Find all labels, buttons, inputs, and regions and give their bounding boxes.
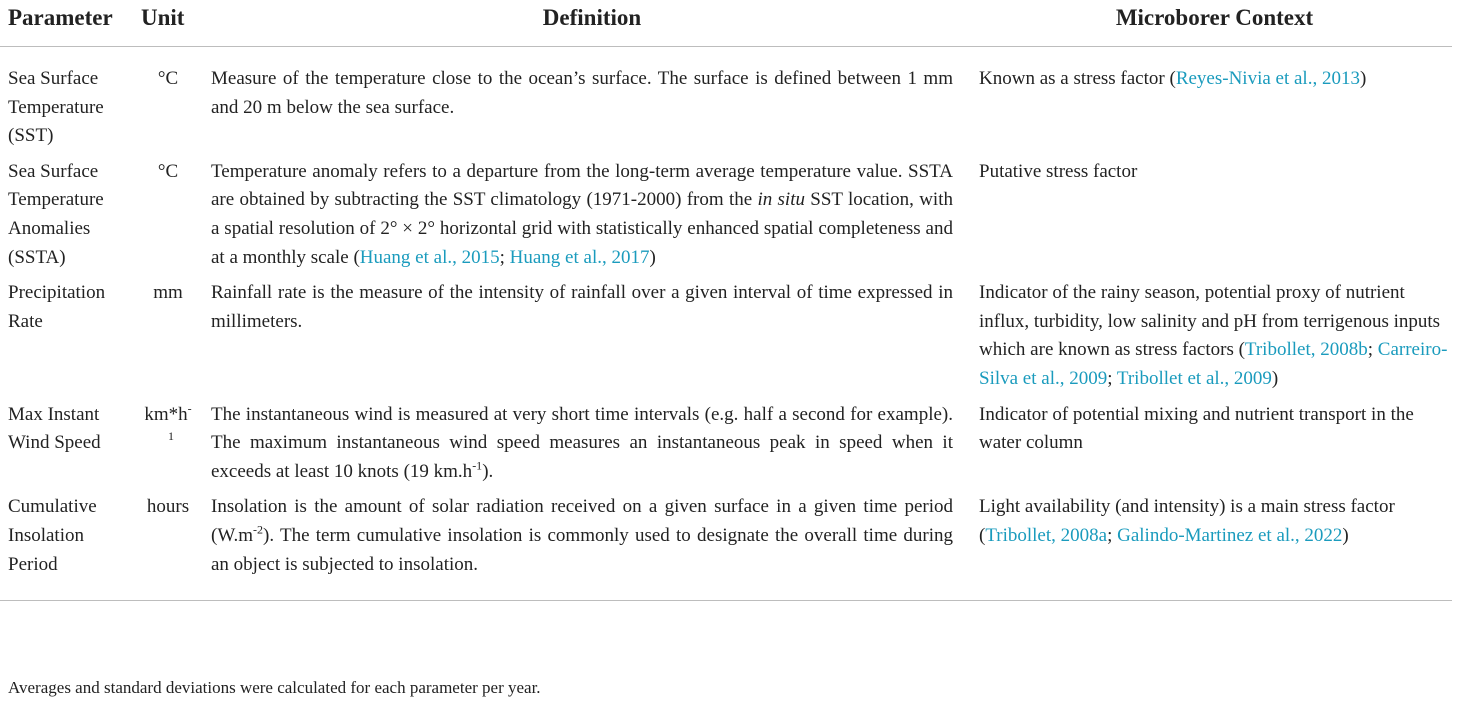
table-row <box>0 158 1452 279</box>
header-context: Microborer Context <box>977 0 1452 47</box>
context-cell <box>977 493 1452 600</box>
reference-separator: ; <box>499 246 510 268</box>
header-row <box>0 0 1452 47</box>
unit-cell: °C <box>157 68 179 89</box>
definition-cell <box>207 401 977 494</box>
reference-link[interactable]: Tribollet et al., 2009 <box>1116 367 1272 389</box>
reference-link[interactable]: Carreiro-Silva et al., 2009 <box>979 339 1448 389</box>
parameter-cell: Cumulative Insolation Period <box>0 493 135 600</box>
definition-text: Temperature anomaly refers to a departure from the long-term average temperature value. SSTA are obtained by subtracting the SST climatology (1971-2000) from the <box>211 160 953 211</box>
context-end: ) <box>1342 524 1349 546</box>
table-row <box>0 493 1452 600</box>
context-cell <box>977 47 1452 158</box>
parameter-cell: Sea Surface Temperature Anomalies (SSTA) <box>8 160 104 268</box>
context-text: Indicator of the rainy season, potential proxy of nutrient influx, turbidity, low salinity and pH from terrigenous inputs which are known as stress factors ( <box>979 282 1441 361</box>
header-unit: Unit <box>135 0 207 47</box>
unit-superscript: - <box>187 401 192 416</box>
table-row <box>0 401 1452 494</box>
definition-cell <box>207 493 977 600</box>
context-cell: Putative stress factor <box>979 160 1138 182</box>
header-definition: Definition <box>207 0 977 47</box>
definition-text: ). The term cumulative insolation is commonly used to designate the overall time during an object is subjected to insolation. <box>211 524 953 575</box>
context-end: ) <box>1271 367 1279 389</box>
definition-superscript: -1 <box>472 458 483 473</box>
definition-italic: in situ <box>757 189 805 211</box>
context-cell <box>977 279 1452 400</box>
table-row <box>0 47 1452 158</box>
definition-end: ) <box>649 246 656 268</box>
unit-superscript-wrap: 1 <box>168 429 174 444</box>
reference-separator: ; <box>1107 524 1118 546</box>
definition-text: Insolation is the amount of solar radiation received on a given surface in a given time period (W.m <box>211 496 953 546</box>
definition-cell <box>207 158 977 279</box>
context-cell: Indicator of potential mixing and nutrient transport in the water column <box>979 403 1414 454</box>
context-text: Known as a stress factor ( <box>979 68 1176 89</box>
definition-text: ). <box>482 460 494 482</box>
reference-link[interactable]: Reyes-Nivia et al., 2013 <box>1175 68 1360 89</box>
definition-text: The instantaneous wind is measured at very short time intervals (e.g. half a second for example). The maximum instantaneous wind speed measures an instantaneous peak in speed when it exceeds at least 10 knots (19 km.h <box>211 403 953 482</box>
parameter-cell: Sea Surface Temperature (SST) <box>8 68 104 147</box>
reference-link[interactable]: Galindo-Martinez et al., 2022 <box>1117 524 1343 546</box>
unit-base: km*h <box>144 403 188 425</box>
parameter-cell: Precipitation Rate <box>8 282 106 332</box>
definition-cell: Measure of the temperature close to the ocean’s surface. The surface is defined between 1 mm and 20 m below the sea surface. <box>211 68 953 118</box>
context-text: Light availability (and intensity) is a main stress factor ( <box>979 496 1395 546</box>
reference-link[interactable]: Tribollet, 2008b <box>1244 339 1368 361</box>
unit-cell: mm <box>153 282 183 304</box>
table-footnote: Averages and standard deviations were calculated for each parameter per year. <box>8 678 541 697</box>
unit-cell <box>135 401 207 494</box>
unit-cell: °C <box>157 160 179 182</box>
table-row <box>0 279 1452 400</box>
reference-link[interactable]: Tribollet, 2008a <box>985 524 1108 546</box>
unit-cell: hours <box>135 493 207 600</box>
reference-separator: ; <box>1107 367 1117 389</box>
reference-separator: ; <box>1367 339 1378 361</box>
definition-cell: Rainfall rate is the measure of the intensity of rainfall over a given interval of time expressed in millimeters. <box>211 282 953 332</box>
definition-superscript: -2 <box>253 522 264 537</box>
parameter-cell: Max Instant Wind Speed <box>8 403 101 454</box>
reference-link[interactable]: Huang et al., 2015 <box>359 246 500 268</box>
reference-link[interactable]: Huang et al., 2017 <box>509 246 650 268</box>
header-parameter: Parameter <box>0 0 135 47</box>
context-end: ) <box>1359 68 1367 89</box>
definition-text: SST location, with a spatial resolution of 2° × 2° horizontal grid with statistically enhanced spatial completeness and at a monthly scale ( <box>211 189 953 268</box>
